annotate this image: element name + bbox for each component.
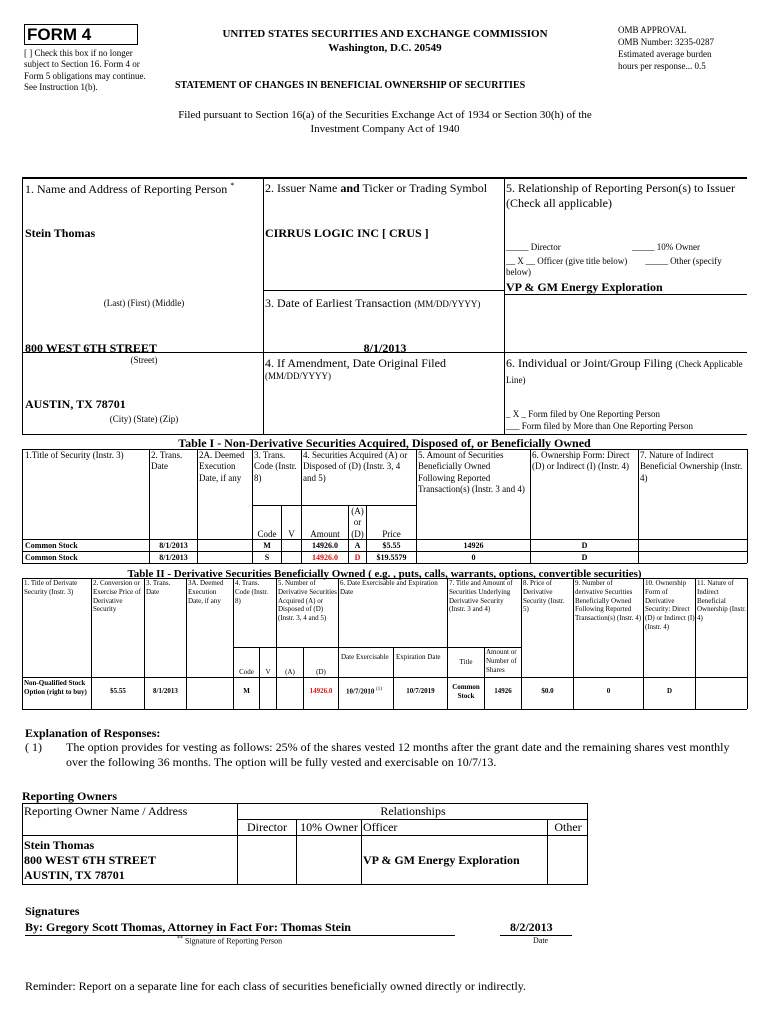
t2-sub-v: V — [265, 668, 271, 676]
t1-sub-price: Price — [382, 529, 401, 539]
relationship-label-2: (Check all applicable) — [506, 196, 612, 210]
top-rule — [22, 177, 747, 179]
ro-col-director: Director — [247, 820, 287, 834]
signatures-heading: Signatures — [25, 904, 80, 918]
t2-sub-expiration: Expiration Date — [396, 653, 441, 661]
t2-v11 — [695, 578, 696, 709]
t2-col6-header: 6. Date Exercisable and Expiration Date — [340, 579, 438, 596]
relationship-title: VP & GM Energy Exploration — [506, 280, 663, 294]
t2-row-price: $5.55 — [110, 687, 126, 695]
t1-r2-ad: D — [354, 553, 361, 562]
signature-by: By: Gregory Scott Thomas, Attorney in Fact For: Thomas Stein — [25, 920, 351, 934]
box-divider-a — [263, 178, 264, 435]
t1-r2-title: Common Stock — [25, 553, 78, 562]
reporting-owners-heading: Reporting Owners — [22, 789, 117, 803]
box-divider-b — [504, 178, 505, 435]
t1-h-sub — [252, 505, 417, 506]
filing-more-persons[interactable]: ___ Form filed by More than One Reporting Person — [506, 421, 693, 431]
t2-h-sub — [233, 647, 522, 648]
t1-col4-header: 4. Securities Acquired (A) or Disposed of (D) (Instr. 3, 4 and 5) — [303, 450, 408, 483]
t2-v0 — [22, 578, 23, 709]
reporting-person-label: 1. Name and Address of Reporting Person * — [25, 181, 235, 196]
t1-col1-header: 1.Title of Security (Instr. 3) — [25, 450, 124, 460]
t1-h-row1 — [22, 551, 747, 552]
t1-sub-v: V — [288, 529, 295, 539]
reporting-person-street: 800 WEST 6TH STREET — [25, 341, 157, 355]
t1-v8 — [747, 449, 748, 563]
t2-sub-title: Title — [459, 658, 473, 666]
t1-r2-form: D — [581, 553, 588, 562]
t1-col2-header: 2. Trans. Date — [151, 450, 183, 472]
agency-name: UNITED STATES SECURITIES AND EXCHANGE COMMISSION — [222, 28, 548, 40]
relationship-label: 5. Relationship of Reporting Person(s) to Issuer — [506, 181, 735, 195]
ro-col-officer: Officer — [363, 820, 398, 834]
t2-row-footnote: (1) — [376, 687, 382, 692]
omb-burden: Estimated average burden — [618, 49, 712, 59]
t1-r1-amount: 14926.0 — [312, 541, 338, 550]
t2-v-amt — [484, 647, 485, 709]
t1-col5-header: 5. Amount of Securities Beneficially Owned Following Reported Transaction(s) (Instr. 3 and 4) — [418, 450, 525, 494]
reminder-text: Reminder: Report on a separate line for each class of securities beneficially owned directly or indirectly. — [25, 979, 527, 993]
relationship-director[interactable]: _____ Director — [506, 242, 561, 252]
t1-r1-ad: A — [354, 541, 361, 550]
t1-r1-price: $5.55 — [382, 541, 401, 550]
ro-v3 — [361, 819, 362, 885]
ro-col-name: Reporting Owner Name / Address — [24, 804, 188, 818]
t2-col8-header: 8. Price of Derivative Security (Instr. 5) — [523, 579, 565, 614]
filing-label: 6. Individual or Joint/Group Filing (Check Applicable Line) — [506, 356, 743, 385]
t2-row-d: 14926.0 — [309, 687, 333, 695]
t1-h-bottom — [22, 563, 747, 564]
t2-v-v — [303, 647, 304, 709]
t2-h-bottom — [22, 709, 747, 710]
t2-col11-header: 11. Nature of Indirect Beneficial Ownership (Instr. 4) — [697, 579, 746, 622]
t2-row-exercisable: 10/7/2010 $^{(1)}$ — [346, 687, 382, 696]
earliest-transaction-label: 3. Date of Earliest Transaction (MM/DD/YYYY) — [265, 296, 481, 310]
t2-row-expiration: 10/7/2019 — [406, 687, 435, 695]
earliest-transaction-value: 8/1/2013 — [363, 341, 407, 355]
t1-r2-owned: 0 — [471, 553, 476, 562]
t1-r1-form: D — [581, 541, 588, 550]
t1-v7 — [638, 449, 639, 563]
t1-sub-amount: Amount — [310, 529, 340, 539]
ro-col-ten: 10% Owner — [300, 820, 358, 834]
ro-street: 800 WEST 6TH STREET — [24, 853, 156, 867]
t1-v0 — [22, 449, 23, 563]
filed-pursuant-line2: Investment Company Act of 1940 — [310, 123, 460, 135]
t2-row-title: Non-Qualified Stock Option (right to buy) — [24, 679, 87, 696]
issuer-value: CIRRUS LOGIC INC [ CRUS ] — [265, 226, 429, 240]
t1-col3-header: 3. Trans. Code (Instr. 8) — [254, 450, 297, 483]
form-title: FORM 4 — [27, 25, 92, 44]
t2-v-exp — [393, 647, 394, 709]
reporting-person-name: Stein Thomas — [25, 226, 96, 240]
t2-col9-header: 9. Number of derivative Securities Beneficially Owned Following Reported Transaction(s) (Instr. 4) — [575, 579, 642, 622]
rule-bottom-boxes — [22, 434, 747, 435]
signature-caption: ** Signature of Reporting Person — [177, 936, 283, 946]
t2-h-data — [22, 677, 747, 678]
t2-col3-header: 3. Trans. Date — [146, 579, 171, 596]
t2-sub-a: (A) — [285, 668, 295, 676]
t2-v3 — [186, 578, 187, 709]
filing-one-person[interactable]: _ X _ Form filed by One Reporting Person — [506, 409, 660, 419]
t2-sub-exercisable: Date Exercisable — [341, 653, 389, 661]
t2-col5-header: 5. Number of Derivative Securities Acquired (A) or Disposed of (D) (Instr. 3, 4 and 5) — [278, 579, 337, 622]
t1-col6-header: 6. Ownership Form: Direct (D) or Indirect (I) (Instr. 4) — [532, 450, 630, 472]
t2-v5 — [276, 578, 277, 709]
t2-sub-amount: Amount or Number of Shares — [486, 648, 517, 674]
t2-col1-header: 1. Title of Derivate Security (Instr. 3) — [24, 579, 78, 596]
table1-title: Table I - Non-Derivative Securities Acquired, Disposed of, or Beneficially Owned — [178, 436, 591, 450]
signature-date: 8/2/2013 — [510, 920, 553, 934]
t2-sub-code: Code — [239, 668, 254, 676]
t1-sub-ad: (A) or (D) — [351, 506, 364, 539]
t2-col10-header: 10. Ownership Form of Derivative Security: Direct (D) or Indirect (I) (Instr. 4) — [645, 579, 695, 631]
t1-v2 — [197, 449, 198, 563]
omb-hours: hours per response... 0.5 — [618, 61, 706, 71]
explanation-number: ( 1) — [25, 740, 42, 754]
t2-row-owned: 0 — [606, 687, 611, 695]
t1-r2-date: 8/1/2013 — [159, 553, 188, 562]
t2-v-code — [259, 647, 260, 709]
t2-col2-header: 2. Conversion or Exercise Price of Derivative Security — [93, 579, 141, 614]
check-box-note: [ ] Check this box if no longer subject to Section 16. Form 4 or Form 5 obligations may continue. See Instruction 1(b). — [24, 48, 146, 92]
omb-number: OMB Number: 3235-0287 — [618, 37, 714, 47]
explanation-heading: Explanation of Responses: — [25, 726, 161, 740]
t1-col2a-header: 2A. Deemed Execution Date, if any — [199, 450, 245, 483]
issuer-label: 2. Issuer Name and Ticker or Trading Symbol — [265, 181, 488, 195]
ro-officer: VP & GM Energy Exploration — [363, 853, 520, 867]
t2-v6 — [338, 578, 339, 709]
agency-city: Washington, D.C. 20549 — [328, 42, 442, 54]
reporting-person-marker: * — [230, 181, 235, 190]
relationship-officer[interactable]: __ X __ Officer (give title below) — [506, 256, 628, 266]
ro-col-other: Other — [554, 820, 582, 834]
omb-approval: OMB APPROVAL — [618, 25, 687, 35]
t2-row-form: D — [666, 687, 673, 695]
t1-r1-title: Common Stock — [25, 541, 78, 550]
name-caption: (Last) (First) (Middle) — [103, 298, 185, 308]
t1-r2-amount: 14926.0 — [312, 553, 338, 562]
relationship-ten-percent[interactable]: _____ 10% Owner — [632, 242, 700, 252]
t2-col3a-header: 3A. Deemed Execution Date, if any — [188, 579, 224, 605]
t2-row-underlying-amount: 14926 — [494, 687, 512, 695]
city-caption: (City) (State) (Zip) — [109, 414, 179, 424]
t2-col7-header: 7. Title and Amount of Securities Underlying Derivative Security (Instr. 3 and 4) — [449, 579, 513, 614]
relationship-other[interactable]: _____ Other (specify below) — [506, 256, 722, 278]
date-caption: Date — [533, 936, 549, 945]
table2-title: Table II - Derivative Securities Beneficially Owned ( e.g. , puts, calls, warrants, options, convertible securities) — [127, 568, 642, 580]
t2-row-deriv-price: $0.0 — [541, 687, 554, 695]
t2-row-code: M — [243, 687, 250, 695]
t1-col7-header: 7. Nature of Indirect Beneficial Ownership (Instr. 4) — [640, 450, 743, 483]
t2-v12 — [747, 578, 748, 709]
street-caption: (Street) — [130, 355, 158, 365]
reporting-person-city: AUSTIN, TX 78701 — [25, 397, 126, 411]
t2-row-date: 8/1/2013 — [153, 687, 178, 695]
signature-marker: ** — [177, 936, 183, 942]
statement-title: STATEMENT OF CHANGES IN BENEFICIAL OWNERSHIP OF SECURITIES — [175, 80, 526, 91]
ro-city: AUSTIN, TX 78701 — [24, 868, 125, 882]
t1-r1-code: M — [263, 541, 271, 550]
amendment-format: (MM/DD/YYYY) — [265, 371, 331, 381]
t1-r1-date: 8/1/2013 — [159, 541, 188, 550]
box-divider-left — [22, 178, 23, 435]
t1-r2-code: S — [264, 553, 270, 562]
filed-pursuant-line1: Filed pursuant to Section 16(a) of the Securities Exchange Act of 1934 or Section 30(h) of the — [178, 109, 592, 121]
amendment-label: 4. If Amendment, Date Original Filed — [265, 356, 446, 370]
t1-r2-price: $19.5579 — [376, 553, 407, 562]
ro-col-relationships: Relationships — [380, 804, 446, 818]
t1-sub-code: Code — [257, 529, 277, 539]
t2-sub-d: (D) — [316, 668, 326, 676]
t1-r1-owned: 14926 — [463, 541, 484, 550]
ro-name: Stein Thomas — [24, 838, 95, 852]
t2-col4-header: 4. Trans. Code (Instr. 8) — [235, 579, 269, 605]
rule-under-issuer — [263, 290, 505, 291]
explanation-text: The option provides for vesting as follows: 25% of the shares vested 12 months after the grant date and the remaining shares vest monthly over the following 36 months. The option will be fully vested and exercisable on 10/7/13. — [66, 740, 730, 769]
t2-row-underlying-title: Common Stock — [452, 683, 480, 700]
